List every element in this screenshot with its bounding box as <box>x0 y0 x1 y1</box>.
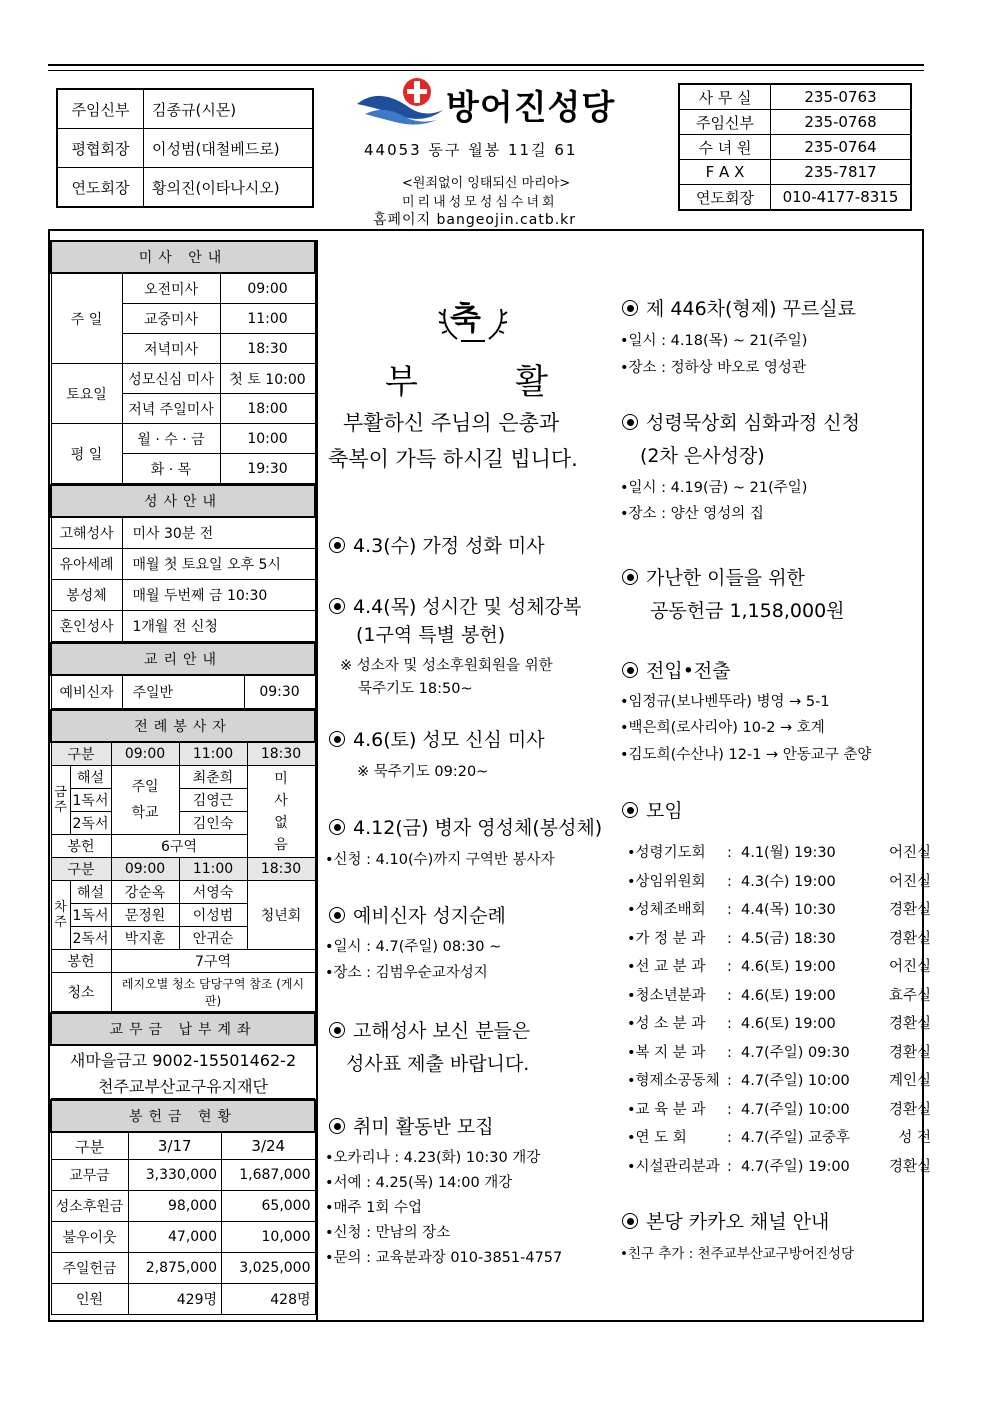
convent: 미리내성모성심수녀회 <box>402 195 558 210</box>
meeting-row <box>627 870 931 891</box>
contact-value: 010-4177-8315 <box>771 185 912 211</box>
notice-detail: •친구 추가 : 천주교부산교구방어진성당 <box>620 1246 855 1262</box>
server-cell: 강순옥 <box>111 881 179 904</box>
meeting-sep: : <box>727 987 732 1004</box>
notice-detail: •일시 : 4.7(주일) 08:30 ~ <box>325 939 502 955</box>
meeting-sep: : <box>727 902 732 918</box>
notice-text: 4.12(금) 병자 영성체(봉성체) <box>353 817 603 839</box>
servers-title: 전례봉사자 <box>51 710 315 742</box>
feast-title: 부 활 <box>385 362 548 402</box>
meeting-row <box>627 1098 931 1119</box>
contacts-table <box>678 83 912 211</box>
sunday-label: 주 일 <box>51 273 122 364</box>
notice-text: (2차 은사성장) <box>640 445 765 467</box>
servers-head: 18:30 <box>247 858 315 881</box>
catechism-value: 주일반 <box>122 675 244 709</box>
offering-value: 429명 <box>128 1284 222 1315</box>
catechism-label: 예비신자 <box>51 675 122 709</box>
notice-detail: 묵주기도 18:50~ <box>358 681 473 697</box>
server-cell: 김인숙 <box>179 812 247 835</box>
meeting-row <box>627 1069 931 1090</box>
offering-label: 불우이웃 <box>51 1222 128 1253</box>
meeting-sep: : <box>727 1016 732 1032</box>
offering-label: 주일헌금 <box>51 1253 128 1284</box>
meeting-name: •복 지 분 과 <box>627 1044 706 1061</box>
contact-label: 연도회장 <box>679 185 771 211</box>
offering-value: 1,687,000 <box>222 1160 316 1191</box>
offering-head: 구분 <box>51 1132 128 1160</box>
notice-heading <box>622 408 860 435</box>
account-table <box>50 1012 316 1099</box>
meeting-sep: : <box>727 845 732 861</box>
notice-text: 4.3(수) 가정 성화 미사 <box>353 535 545 557</box>
server-cell: 미 사 없 음 <box>247 766 315 858</box>
offering-value: 47,000 <box>128 1222 222 1253</box>
servers-head: 09:00 <box>111 858 179 881</box>
meeting-time: 4.4(목) 10:30 <box>741 902 836 918</box>
meeting-place: 어진실 <box>888 845 931 861</box>
notice-heading <box>622 294 856 321</box>
notice-heading <box>329 592 581 619</box>
offering-value: 3,025,000 <box>222 1253 316 1284</box>
notice-detail: •장소 : 김범우순교자성지 <box>325 965 488 981</box>
mass-name: 교중미사 <box>122 304 220 334</box>
contact-label: F A X <box>679 160 771 185</box>
meeting-place: 성 전 <box>898 1130 931 1146</box>
bullet-icon <box>622 802 638 818</box>
meeting-name: •상임위원회 <box>627 873 706 890</box>
sacrament-label: 유아세례 <box>51 549 122 580</box>
notice-text: 성령묵상회 심화과정 신청 <box>646 412 860 434</box>
meeting-place: 경환실 <box>888 1158 931 1175</box>
mass-name: 성모신심 미사 <box>122 364 220 394</box>
notice-text: 예비신자 성지순례 <box>353 905 506 927</box>
sacrament-value: 매월 첫 토요일 오후 5시 <box>122 549 315 580</box>
offering-label: 성소후원금 <box>51 1191 128 1222</box>
notice-heading <box>622 563 805 590</box>
meeting-sep: : <box>727 1130 732 1146</box>
sacrament-label: 고해성사 <box>51 517 122 549</box>
clean-label: 청소 <box>51 973 111 1012</box>
sacrament-title: 성사안내 <box>51 485 315 517</box>
bullet-icon <box>329 731 345 747</box>
meeting-place: 경환실 <box>888 1016 931 1032</box>
notice-detail: •임정규(보나벤뚜라) 병영 → 5-1 <box>620 694 830 710</box>
role-label: 1독서 <box>70 904 111 927</box>
server-cell: 주일 학교 <box>111 766 179 835</box>
leader-label: 연도회장 <box>57 168 144 208</box>
bullet-icon <box>329 1022 345 1038</box>
notice-heading <box>329 901 506 928</box>
account-number: 새마을금고 9002-15501462-2 <box>69 1050 297 1070</box>
homepage: 홈페이지 bangeojin.catb.kr <box>373 212 577 228</box>
offering-district: 6구역 <box>111 835 247 858</box>
sacrament-table <box>50 484 316 642</box>
notice-text: 성사표 제출 바랍니다. <box>346 1053 530 1075</box>
meeting-sep: : <box>727 1044 732 1061</box>
meeting-time: 4.5(금) 18:30 <box>741 930 836 947</box>
meeting-place: 경환실 <box>888 902 931 918</box>
bullet-icon <box>329 819 345 835</box>
meeting-time: 4.7(주일) 10:00 <box>741 1101 850 1118</box>
servers-head: 18:30 <box>247 742 315 766</box>
catechism-title: 교리안내 <box>51 643 315 675</box>
meeting-sep: : <box>727 1073 732 1089</box>
notice-text: 본당 카카오 채널 안내 <box>646 1211 830 1233</box>
server-cell: 안귀순 <box>179 927 247 950</box>
greeting-line: 부활하신 주님의 은총과 <box>343 411 560 435</box>
notice-text: 제 446차(형제) 꾸르실료 <box>646 298 857 320</box>
notice-text: 전입•전출 <box>646 660 731 682</box>
meeting-place: 어진실 <box>888 959 931 975</box>
servers-head: 11:00 <box>179 742 247 766</box>
contact-label: 사 무 실 <box>679 84 771 110</box>
offering-value: 10,000 <box>222 1222 316 1253</box>
weekday-label: 평 일 <box>51 424 122 484</box>
notice-heading <box>329 1016 530 1043</box>
meeting-place: 경환실 <box>888 1044 931 1061</box>
notice-text: 가난한 이들을 위한 <box>646 567 805 589</box>
servers-head: 09:00 <box>111 742 179 766</box>
mass-time: 18:30 <box>220 334 315 364</box>
contact-value: 235-7817 <box>771 160 912 185</box>
meeting-name: •형제소공동체 <box>627 1073 720 1089</box>
role-label: 2독서 <box>70 927 111 950</box>
motto: <원죄없이 잉태되신 마리아> <box>402 176 571 191</box>
notice-detail: •장소 : 정하상 바오로 영성관 <box>620 360 806 376</box>
meeting-row <box>627 898 931 919</box>
emblem-text: 축 <box>450 299 481 337</box>
offering-value: 98,000 <box>128 1191 222 1222</box>
greeting-line: 축복이 가득 하시길 빕니다. <box>328 447 578 471</box>
meeting-row <box>627 1155 931 1176</box>
offering-label: 인원 <box>51 1284 128 1315</box>
notice-heading <box>329 813 602 840</box>
mass-name: 저녁 주일미사 <box>122 394 220 424</box>
bullet-icon <box>329 537 345 553</box>
meeting-name: •가 정 분 과 <box>627 930 706 947</box>
offering-title: 봉헌금 현황 <box>51 1100 315 1132</box>
meeting-sep: : <box>727 1158 732 1175</box>
contact-label: 주임신부 <box>679 110 771 135</box>
notice-text: 공동헌금 1,158,000원 <box>650 600 845 622</box>
role-label: 1독서 <box>70 789 111 812</box>
meeting-name: •선 교 분 과 <box>627 959 706 975</box>
offering-table <box>50 1099 316 1315</box>
offering-label: 봉헌 <box>51 835 111 858</box>
meeting-sep: : <box>727 930 732 947</box>
left-column <box>50 240 316 1315</box>
servers-head: 11:00 <box>179 858 247 881</box>
contact-value: 235-0763 <box>771 84 912 110</box>
meeting-row <box>627 1126 931 1147</box>
notice-detail: •일시 : 4.19(금) ~ 21(주일) <box>620 480 808 496</box>
top-rule-thin <box>48 70 924 71</box>
notice-detail: •일시 : 4.18(목) ~ 21(주일) <box>620 333 808 349</box>
meeting-row <box>627 927 931 948</box>
mass-time: 18:00 <box>220 394 315 424</box>
notice-heading <box>622 1207 829 1234</box>
notice-heading <box>329 725 545 752</box>
church-name: 방어진성당 <box>446 88 616 128</box>
meeting-sep: : <box>727 873 732 890</box>
meeting-name: •성령기도회 <box>627 845 706 861</box>
sacrament-label: 봉성체 <box>51 580 122 611</box>
notice-detail: •신청 : 만남의 장소 <box>325 1225 451 1241</box>
sacrament-value: 1개월 전 신청 <box>122 611 315 642</box>
saturday-label: 토요일 <box>51 364 122 424</box>
meeting-time: 4.6(토) 19:00 <box>741 959 836 975</box>
meeting-place: 어진실 <box>888 873 931 890</box>
offering-district: 7구역 <box>111 950 315 973</box>
top-rule <box>48 64 924 66</box>
column-divider <box>316 240 318 1322</box>
notice-detail: •신청 : 4.10(수)까지 구역반 봉사자 <box>325 852 555 868</box>
notice-detail: •매주 1회 수업 <box>325 1200 423 1216</box>
meeting-sep: : <box>727 959 732 975</box>
meeting-place: 계인실 <box>888 1073 931 1089</box>
meeting-name: •연 도 회 <box>627 1130 687 1146</box>
bullet-icon <box>622 1213 638 1229</box>
meeting-name: •성 소 분 과 <box>627 1016 706 1032</box>
role-label: 2독서 <box>70 812 111 835</box>
meeting-name: •청소년분과 <box>627 987 706 1004</box>
meeting-row <box>627 1041 931 1062</box>
server-cell: 서영숙 <box>179 881 247 904</box>
notice-text: 모임 <box>646 800 683 822</box>
meeting-time: 4.6(토) 19:00 <box>741 987 836 1004</box>
meeting-time: 4.1(월) 19:30 <box>741 845 836 861</box>
server-cell: 김영근 <box>179 789 247 812</box>
servers-table <box>50 709 316 1012</box>
notice-detail: •오카리나 : 4.23(화) 10:30 개강 <box>325 1150 541 1166</box>
server-cell: 박지훈 <box>111 927 179 950</box>
meeting-row <box>627 984 931 1005</box>
church-logo-icon <box>355 74 445 126</box>
mass-name: 저녁미사 <box>122 334 220 364</box>
offering-value: 65,000 <box>222 1191 316 1222</box>
servers-head: 구분 <box>51 742 111 766</box>
server-cell: 이성범 <box>179 904 247 927</box>
account-holder: 천주교부산교구유지재단 <box>51 1072 315 1099</box>
mass-name: 오전미사 <box>122 273 220 304</box>
leader-value: 김종규(시몬) <box>144 89 314 129</box>
mass-table <box>50 240 316 484</box>
notice-detail: •서예 : 4.25(목) 14:00 개강 <box>325 1175 513 1191</box>
mass-time: 19:30 <box>220 454 315 484</box>
meeting-row <box>627 1012 931 1033</box>
leader-label: 평협회장 <box>57 129 144 168</box>
notice-text: (1구역 특별 봉헌) <box>356 624 506 646</box>
bullet-icon <box>329 1118 345 1134</box>
contact-value: 235-0764 <box>771 135 912 160</box>
sacrament-label: 혼인성사 <box>51 611 122 642</box>
clean-value: 레지오별 청소 담당구역 참조 (게시판) <box>111 973 315 1012</box>
meeting-time: 4.6(토) 19:00 <box>741 1016 836 1032</box>
mass-name: 월 · 수 · 금 <box>122 424 220 454</box>
role-label: 해설 <box>70 766 111 789</box>
notice-heading <box>622 796 683 823</box>
server-cell: 문정원 <box>111 904 179 927</box>
role-label: 해설 <box>70 881 111 904</box>
offering-value: 3,330,000 <box>128 1160 222 1191</box>
leaders-table <box>56 88 314 208</box>
account-title: 교무금 납부계좌 <box>51 1013 315 1045</box>
mass-time: 11:00 <box>220 304 315 334</box>
offering-head: 3/17 <box>128 1132 222 1160</box>
sacrament-value: 미사 30분 전 <box>122 517 315 549</box>
notice-heading <box>329 531 545 558</box>
notice-detail: ※ 묵주기도 09:20~ <box>357 764 489 780</box>
offering-value: 2,875,000 <box>128 1253 222 1284</box>
meeting-row <box>627 841 931 862</box>
notice-heading <box>329 1112 494 1139</box>
mass-time: 09:00 <box>220 273 315 304</box>
meeting-time: 4.7(주일) 09:30 <box>741 1044 850 1061</box>
bullet-icon <box>329 598 345 614</box>
offering-value: 428명 <box>222 1284 316 1315</box>
bullet-icon <box>622 300 638 316</box>
mass-title: 미사 안내 <box>51 241 315 273</box>
offering-head: 3/24 <box>222 1132 316 1160</box>
address: 44053 동구 월봉 11길 61 <box>364 141 578 159</box>
mass-time: 첫 토 10:00 <box>220 364 315 394</box>
notice-text: 취미 활동반 모집 <box>353 1116 494 1138</box>
meeting-row <box>627 955 931 976</box>
bullet-icon <box>622 569 638 585</box>
meeting-name: •성체조배회 <box>627 902 706 918</box>
meeting-time: 4.7(주일) 19:00 <box>741 1158 850 1175</box>
meeting-time: 4.7(주일) 교중후 <box>741 1130 851 1146</box>
notice-detail: •백은희(로사리아) 10-2 → 호계 <box>620 720 825 736</box>
meeting-place: 효주실 <box>888 987 931 1004</box>
catechism-time: 09:30 <box>244 675 315 709</box>
bullet-icon <box>622 414 638 430</box>
week2-label: 차 주 <box>51 881 70 950</box>
notice-text: 4.6(토) 성모 신심 미사 <box>353 729 545 751</box>
notice-text: 고해성사 보신 분들은 <box>353 1020 531 1042</box>
mass-name: 화 · 목 <box>122 454 220 484</box>
bullet-icon <box>622 662 638 678</box>
servers-head: 구분 <box>51 858 111 881</box>
notice-detail: •김도희(수산나) 12-1 → 안동교구 춘양 <box>620 747 872 763</box>
meeting-time: 4.3(수) 19:00 <box>741 873 836 890</box>
server-cell: 청년회 <box>247 881 315 950</box>
meeting-name: •교 육 분 과 <box>627 1101 706 1118</box>
leader-value: 이성범(대철베드로) <box>144 129 314 168</box>
meeting-place: 경환실 <box>888 1101 931 1118</box>
offering-label: 봉헌 <box>51 950 111 973</box>
leader-value: 황의진(이타나시오) <box>144 168 314 208</box>
sacrament-value: 매월 두번째 금 10:30 <box>122 580 315 611</box>
bullet-icon <box>329 907 345 923</box>
meeting-name: •시설관리분과 <box>627 1158 720 1175</box>
notice-detail: •장소 : 양산 영성의 집 <box>620 506 764 522</box>
notice-heading <box>622 656 731 683</box>
catechism-table <box>50 642 316 709</box>
week1-label: 금 주 <box>51 766 70 835</box>
notice-detail: •문의 : 교육분과장 010-3851-4757 <box>325 1250 563 1266</box>
notice-text: 4.4(목) 성시간 및 성체강복 <box>353 596 582 618</box>
contact-value: 235-0768 <box>771 110 912 135</box>
leader-label: 주임신부 <box>57 89 144 129</box>
meeting-sep: : <box>727 1101 732 1118</box>
server-cell: 최춘희 <box>179 766 247 789</box>
mass-time: 10:00 <box>220 424 315 454</box>
meeting-time: 4.7(주일) 10:00 <box>741 1073 850 1089</box>
meeting-place: 경환실 <box>888 930 931 947</box>
offering-label: 교무금 <box>51 1160 128 1191</box>
notice-detail: ※ 성소자 및 성소후원회원을 위한 <box>340 658 553 674</box>
contact-label: 수 녀 원 <box>679 135 771 160</box>
